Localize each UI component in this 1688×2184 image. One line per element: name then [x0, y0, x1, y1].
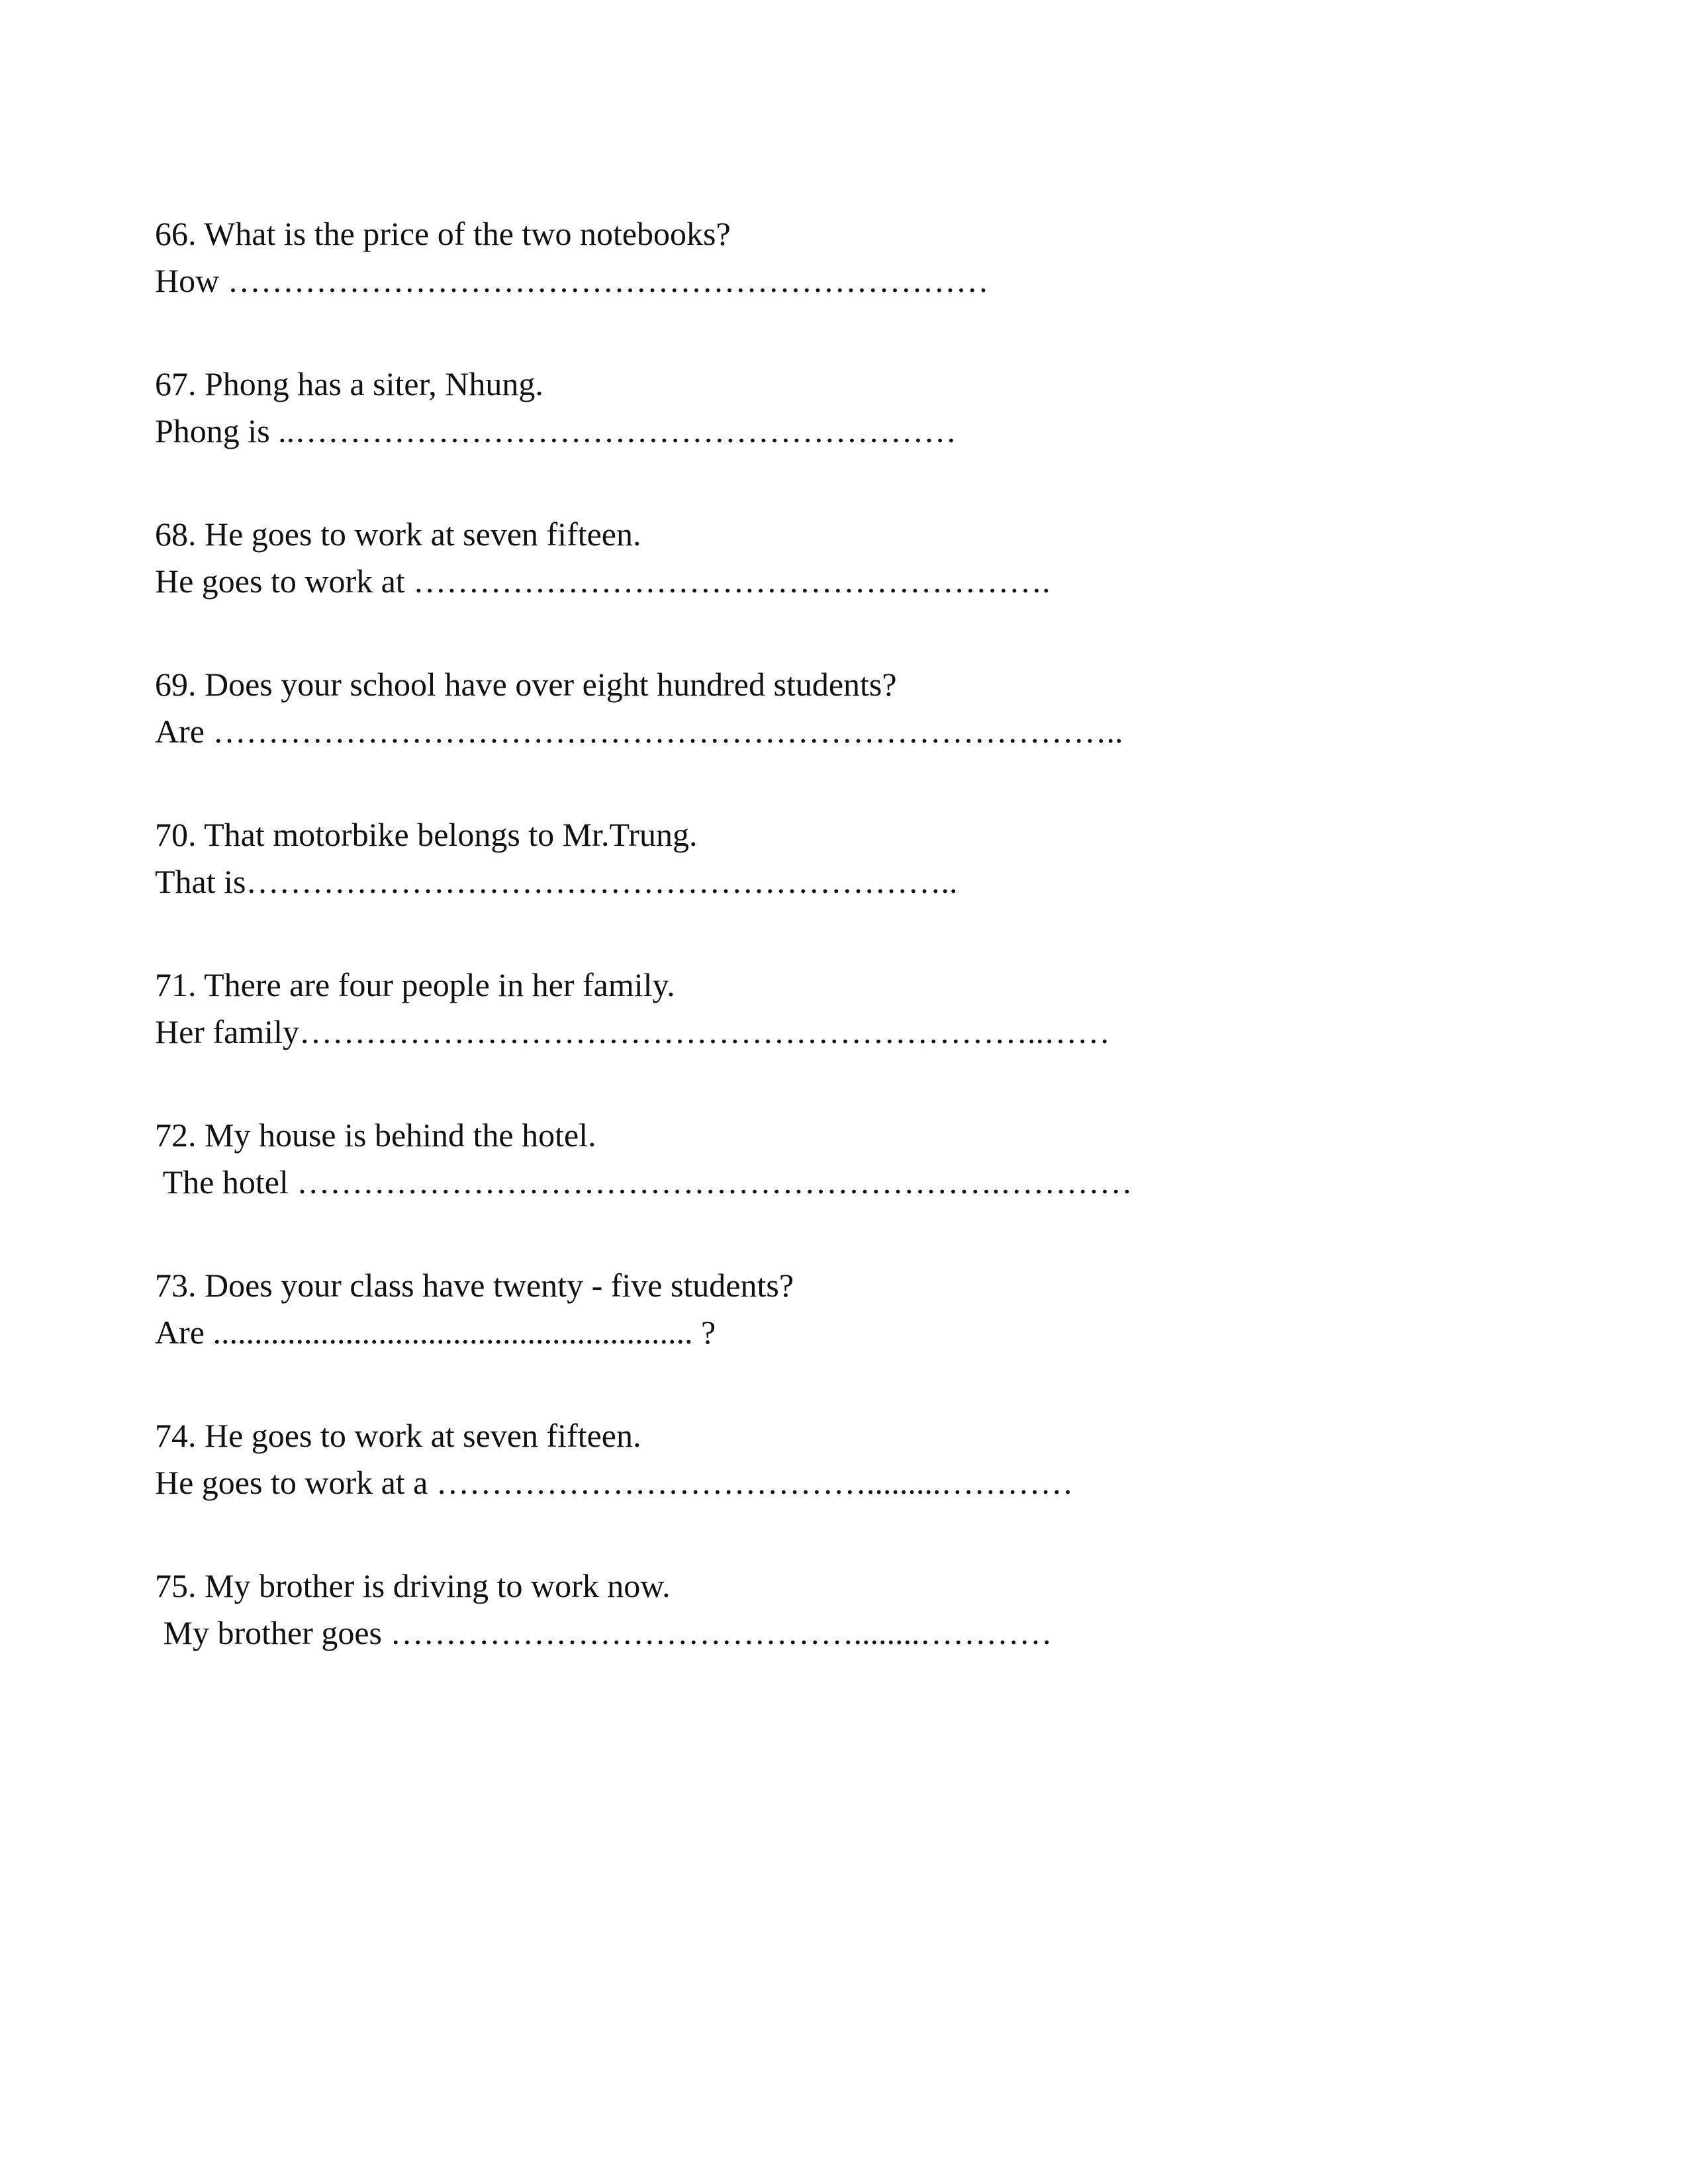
exercise-item-69 — [155, 661, 1532, 811]
answer-line: Phong is ..…………………………………………………… — [155, 412, 957, 449]
exercise-item-74 — [155, 1412, 1532, 1563]
exercise-item-72 — [155, 1112, 1532, 1262]
exercise-prompt: 74. He goes to work at seven fifteen. — [155, 1417, 641, 1454]
exercise-item-70 — [155, 811, 1532, 962]
exercise-prompt: 68. He goes to work at seven fifteen. — [155, 516, 641, 553]
answer-line: Are ……………………………………………………………………….. — [155, 713, 1123, 750]
exercise-prompt: 69. Does your school have over eight hundred students? — [155, 666, 897, 703]
exercise-list — [155, 210, 1532, 1713]
answer-line: Her family…………………………………………………………..…… — [155, 1013, 1110, 1050]
answer-line: Are .......................................................... ? — [155, 1314, 716, 1351]
exercise-item-67 — [155, 361, 1532, 511]
answer-line: He goes to work at …………………………………………………. — [155, 563, 1051, 600]
exercise-item-71 — [155, 962, 1532, 1112]
exercise-prompt: 67. Phong has a siter, Nhung. — [155, 365, 543, 402]
exercise-prompt: 73. Does your class have twenty - five students? — [155, 1267, 794, 1304]
answer-line: That is……………………………………………………….. — [155, 863, 958, 900]
exercise-prompt: 71. There are four people in her family. — [155, 966, 675, 1003]
answer-line: How …………………………………………………………… — [155, 262, 989, 299]
exercise-prompt: 72. My house is behind the hotel. — [155, 1116, 596, 1154]
answer-line: He goes to work at a ………………………………….........………… — [155, 1464, 1074, 1501]
answer-line: My brother goes ……………………………………........………… — [155, 1614, 1053, 1651]
exercise-item-66 — [155, 210, 1532, 361]
exercise-item-73 — [155, 1262, 1532, 1412]
exercise-prompt: 66. What is the price of the two notebooks? — [155, 215, 731, 252]
exercise-prompt: 75. My brother is driving to work now. — [155, 1567, 671, 1604]
exercise-item-75 — [155, 1563, 1532, 1713]
exercise-prompt: 70. That motorbike belongs to Mr.Trung. — [155, 816, 698, 853]
answer-line: The hotel ……………………………………………………….………… — [155, 1163, 1133, 1201]
exercise-item-68 — [155, 511, 1532, 661]
